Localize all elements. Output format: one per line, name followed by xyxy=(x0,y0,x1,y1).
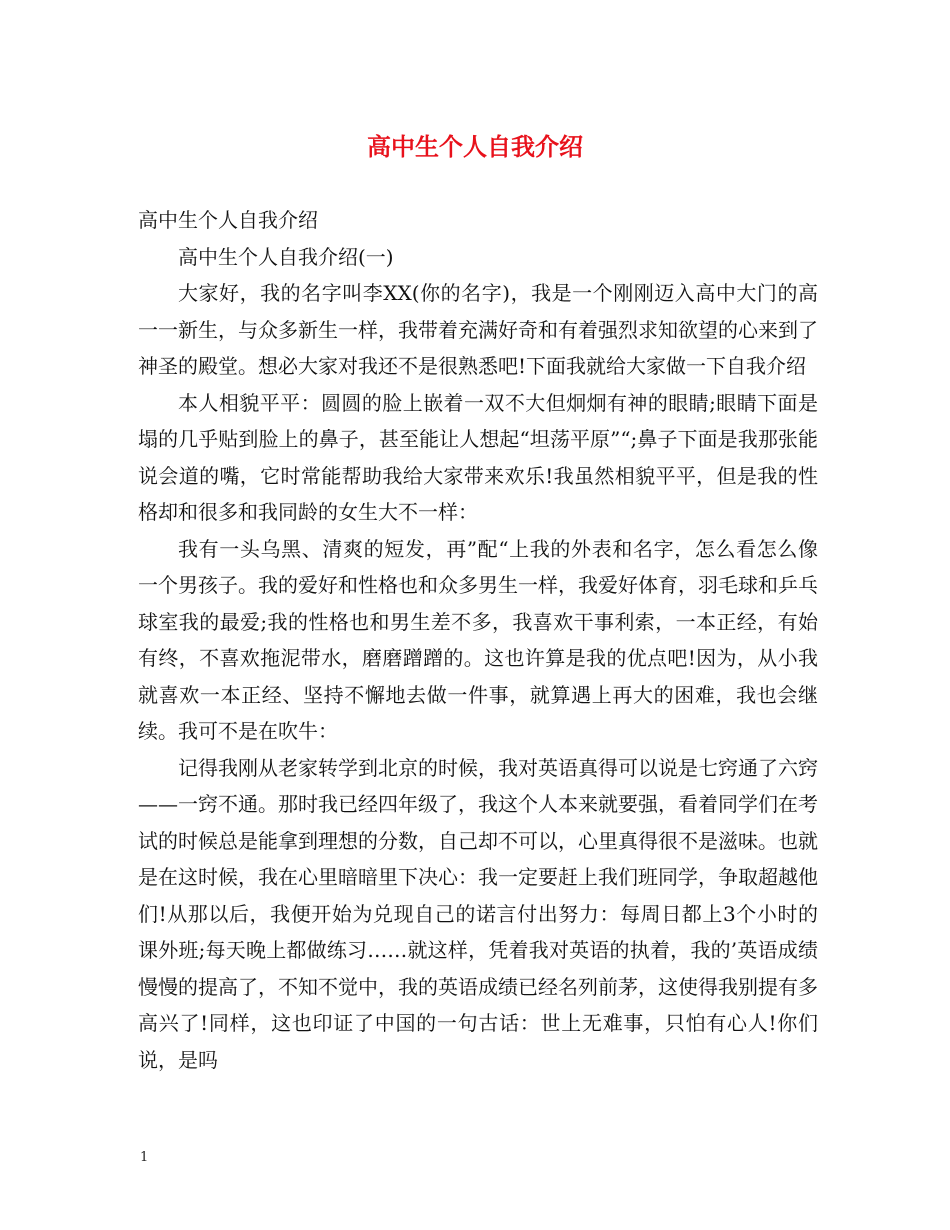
paragraph-personality: 我有一头乌黑、清爽的短发，再”配“上我的外表和名字，怎么看怎么像一个男孩子。我的爱好和性格也和众多男生一样，我爱好体育，羽毛球和乒乓球室我的最爱;我的性格也和男生差不多，我喜欢干事利索，一本正经，有始有终，不喜欢拖泥带水，磨磨蹭蹭的。这也许算是我的优点吧!因为，从小我就喜欢一本正经、坚持不懈地去做一件事，就算遇上再大的困难，我也会继续。我可不是在吹牛： xyxy=(138,536,818,743)
page-number: 1 xyxy=(140,1150,149,1165)
paragraph-intro: 大家好，我的名字叫李XX(你的名字)，我是一个刚刚迈入高中大门的高一一新生，与众多新生一样，我带着充满好奇和有着强烈求知欲望的心来到了神圣的殿堂。想必大家对我还不是很熟悉吧!下面我就给大家做一下自我介绍 xyxy=(138,281,818,378)
document-body xyxy=(138,202,818,1078)
paragraph-appearance: 本人相貌平平：圆圆的脸上嵌着一双不大但炯炯有神的眼睛;眼睛下面是塌的几乎贴到脸上的鼻子，甚至能让人想起“坦荡平原”“;鼻子下面是我那张能说会道的嘴，它时常能帮助我给大家带来欢乐!我虽然相貌平平，但是我的性格却和很多和我同龄的女生大不一样： xyxy=(138,390,818,524)
section-heading: 高中生个人自我介绍 xyxy=(138,208,318,232)
paragraph-english-story: 记得我刚从老家转学到北京的时候，我对英语真得可以说是七窍通了六窍——一窍不通。那时我已经四年级了，我这个人本来就要强，看着同学们在考试的时候总是能拿到理想的分数，自己却不可以，心里真得很不是滋味。也就是在这时候，我在心里暗暗里下决心：我一定要赶上我们班同学，争取超越他们!从那以后，我便开始为兑现自己的诺言付出努力：每周日都上3个小时的课外班;每天晚上都做练习……就这样，凭着我对英语的执着，我的’英语成绩慢慢的提高了，不知不觉中，我的英语成绩已经名列前茅，这使得我别提有多高兴了!同样，这也印证了中国的一句古话：世上无难事，只怕有心人!你们说，是吗 xyxy=(138,755,818,1072)
document-title: 高中生个人自我介绍 xyxy=(367,132,583,161)
section-subheading: 高中生个人自我介绍(一) xyxy=(178,244,394,269)
